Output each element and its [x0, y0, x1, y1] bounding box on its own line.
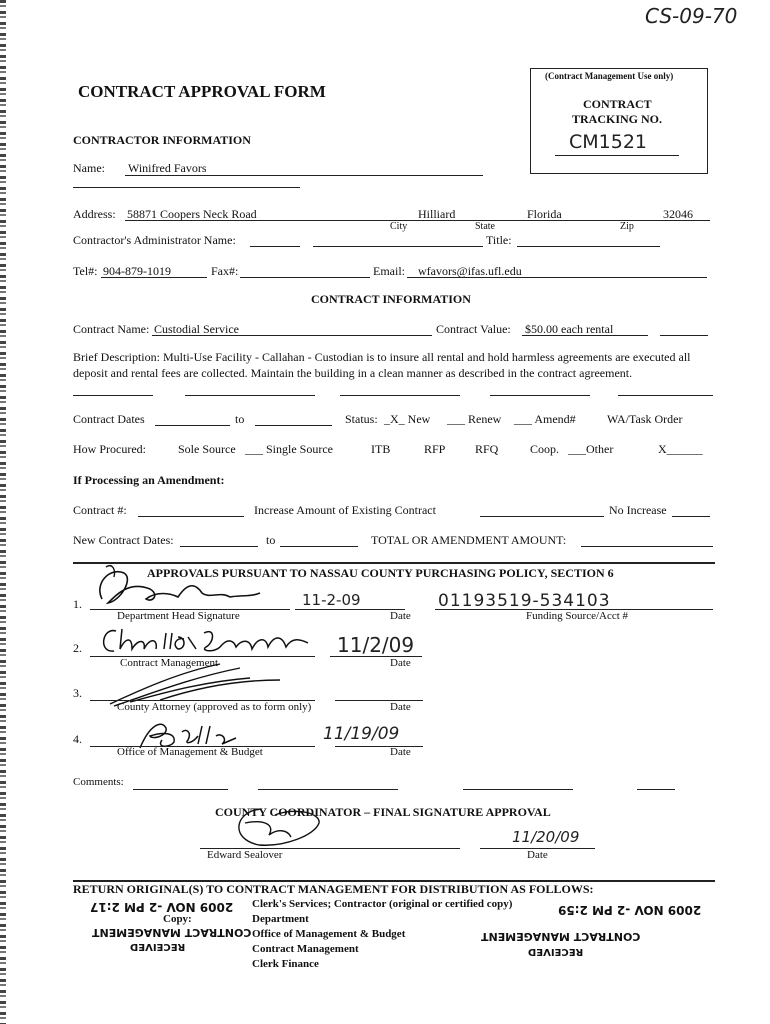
final-date-label: Date [527, 849, 548, 861]
tracking-number: CM1521 [569, 131, 648, 153]
approval-1-role: Department Head Signature [117, 610, 240, 622]
city-caption: City [390, 221, 408, 232]
approval-4-num: 4. [73, 732, 82, 746]
status-label: Status: [345, 412, 378, 426]
approval-4-role: Office of Management & Budget [117, 746, 263, 758]
coop: Coop. [530, 442, 560, 456]
status-renew: ___ Renew [447, 412, 502, 426]
new-dates-label: New Contract Dates: [73, 533, 174, 547]
contractor-info-heading: CONTRACTOR INFORMATION [73, 133, 251, 147]
approval-2-date-label: Date [390, 657, 411, 669]
admin-label: Contractor's Administrator Name: [73, 233, 236, 247]
address-city: Hilliard [418, 207, 456, 221]
tracking-label-1: CONTRACT [583, 97, 652, 111]
approval-1-date: 11-2-09 [302, 591, 361, 609]
zip-caption: Zip [620, 221, 634, 232]
distribution-item-1: Department [252, 913, 309, 925]
tel-label: Tel#: [73, 264, 98, 278]
copy-label: Copy: [163, 913, 192, 925]
approval-3-date-label: Date [390, 701, 411, 713]
address-street: 58871 Coopers Neck Road [127, 207, 257, 221]
contract-value-value: $50.00 each rental [525, 322, 614, 336]
address-zip: 32046 [663, 207, 693, 221]
final-date: 11/20/09 [512, 828, 580, 846]
approval-3-num: 3. [73, 686, 82, 700]
form-title: CONTRACT APPROVAL FORM [78, 82, 326, 101]
tel-value: 904-879-1019 [103, 264, 171, 278]
rfq: RFQ [475, 442, 499, 456]
received-stamp-right-dept: CONTRACT MANAGEMENT [481, 930, 641, 943]
approval-2-date: 11/2/09 [337, 633, 415, 657]
title-label: Title: [486, 233, 512, 247]
email-label: Email: [373, 264, 405, 278]
fax-label: Fax#: [211, 264, 239, 278]
scan-edge [0, 0, 6, 1024]
address-state: Florida [527, 207, 562, 221]
approval-4-date-label: Date [390, 746, 411, 758]
approval-3-role: County Attorney (approved as to form only) [117, 701, 312, 713]
new-dates-to: to [266, 533, 276, 547]
procured-label: How Procured: [73, 442, 146, 456]
received-stamp-right-received: RECEIVED [528, 946, 584, 957]
single-source: ___ Single Source [245, 442, 333, 456]
contract-name-label: Contract Name: [73, 322, 150, 336]
itb: ITB [371, 442, 391, 456]
dept-head-signature-icon [90, 563, 280, 613]
name-label: Name: [73, 161, 105, 175]
final-heading: COUNTY COORDINATOR – FINAL SIGNATURE APPROVAL [215, 805, 551, 819]
amendment-heading: If Processing an Amendment: [73, 473, 225, 487]
contract-info-heading: CONTRACT INFORMATION [311, 292, 471, 306]
other: ___Other [568, 442, 614, 456]
no-increase-label: No Increase [609, 503, 667, 517]
brief-description: Brief Description: Multi-Use Facility - Callahan - Custodian is to insure all rental and hold harmless agreements are executed all deposit and rental fees are collected. Maintain the building in a clean manner as described in the contract agreement. [73, 350, 691, 380]
approval-1-num: 1. [73, 597, 82, 611]
approval-1-date-label: Date [390, 610, 411, 622]
status-amend: ___ Amend# [514, 412, 576, 426]
distribution-item-2: Office of Management & Budget [252, 928, 406, 940]
rfp: RFP [424, 442, 446, 456]
tracking-label-2: TRACKING NO. [572, 112, 663, 126]
approval-2-role: Contract Management [120, 657, 219, 669]
contract-value-label: Contract Value: [436, 322, 511, 336]
total-label: TOTAL OR AMENDMENT AMOUNT: [371, 533, 567, 547]
comments-label: Comments: [73, 776, 124, 788]
email-value: wfavors@ifas.ufl.edu [418, 264, 522, 278]
distribution-item-4: Clerk Finance [252, 958, 319, 970]
contract-dates-to: to [235, 412, 245, 426]
approval-2-num: 2. [73, 641, 82, 655]
tracking-box [530, 68, 708, 174]
final-name: Edward Sealover [207, 849, 283, 861]
funding-value: 01193519-534103 [438, 591, 611, 611]
distribution-line1: Clerk's Services; Contractor (original or certified copy) [252, 898, 513, 910]
funding-label: Funding Source/Acct # [526, 610, 629, 622]
x-mark: X______ [658, 442, 703, 456]
approval-4-date: 11/19/09 [323, 724, 400, 744]
increase-label: Increase Amount of Existing Contract [254, 503, 436, 517]
contract-name-value: Custodial Service [154, 322, 239, 336]
status-new: _X_ New [384, 412, 431, 426]
contract-dates-label: Contract Dates [73, 412, 145, 426]
approvals-heading: APPROVALS PURSUANT TO NASSAU COUNTY PURCHASING POLICY, SECTION 6 [147, 566, 614, 580]
address-label: Address: [73, 207, 116, 221]
wa-task-order: WA/Task Order [607, 412, 683, 426]
distribution-heading: RETURN ORIGINAL(S) TO CONTRACT MANAGEMENT FOR DISTRIBUTION AS FOLLOWS: [73, 882, 594, 896]
received-stamp-left-time: 2009 NOV -2 PM 2:17 [90, 900, 234, 914]
doc-number: CS-09-70 [645, 4, 738, 28]
received-stamp-left-received: RECEIVED [130, 941, 186, 952]
sole-source: Sole Source [178, 442, 236, 456]
distribution-item-3: Contract Management [252, 943, 359, 955]
received-stamp-right-time: 2009 NOV -2 PM 2:59 [558, 903, 702, 917]
state-caption: State [475, 221, 495, 232]
received-stamp-left-dept: CONTRACT MANAGEMENT [92, 926, 252, 939]
name-value: Winifred Favors [128, 161, 207, 175]
use-only-label: (Contract Management Use only) [545, 71, 674, 81]
amend-contract-label: Contract #: [73, 503, 127, 517]
